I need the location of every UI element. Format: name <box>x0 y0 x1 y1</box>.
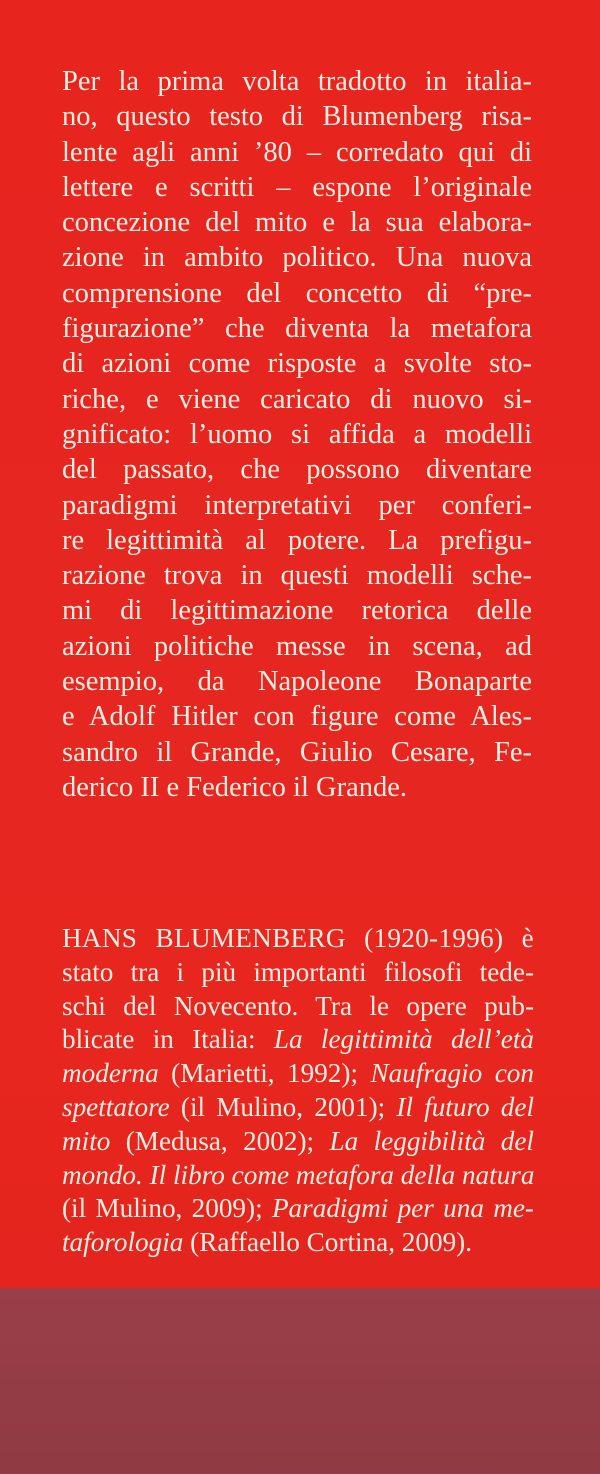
book-title: Il futuro del <box>396 1091 534 1122</box>
description-line: lente agli anni ’80 – corredato qui di <box>62 136 532 168</box>
book-title: Paradigmi per una me- <box>271 1193 534 1224</box>
bio-line <box>62 1023 534 1057</box>
bio-text: (Marietti, 1992); <box>158 1058 371 1089</box>
description-line: re legittimità al potere. La prefigu- <box>62 524 532 556</box>
bio-text: (il Mulino, 2001); <box>169 1091 397 1122</box>
description-line: e Adolf Hitler con figure come Ales- <box>62 701 532 733</box>
book-title: Naufragio con <box>370 1058 534 1089</box>
book-title: mito <box>62 1125 111 1156</box>
description-line: esempio, da Napoleone Bonaparte <box>62 666 532 698</box>
description-line: derico II e Federico il Grande. <box>62 771 408 803</box>
bio-line <box>62 1159 534 1193</box>
description-line: riche, e viene caricato di nuovo si- <box>62 383 532 415</box>
description-line: azioni politiche messe in scena, ad <box>62 630 532 662</box>
description-line: Per la prima volta tradotto in italia- <box>62 66 532 97</box>
bio-line: schi del Novecento. Tra le opere pub- <box>62 990 534 1021</box>
book-title: taforologia <box>62 1227 184 1258</box>
bio-line <box>62 922 534 956</box>
bio-line <box>62 1226 534 1260</box>
description-line: gnificato: l’uomo si affida a modelli <box>62 418 532 450</box>
description-line: sandro il Grande, Giulio Cesare, Fe- <box>62 736 532 768</box>
book-title: La leggibilità del <box>329 1125 534 1156</box>
bio-line <box>62 1192 534 1226</box>
description-line: figurazione” che diventa la metafora <box>62 313 532 345</box>
description-line: paradigmi interpretativi per conferi- <box>62 489 532 521</box>
bio-text: blicate in Italia: <box>62 1024 274 1055</box>
description-line: no, questo testo di Blumenberg risa- <box>62 101 532 133</box>
description-line: di azioni come risposte a svolte sto- <box>62 348 532 380</box>
book-title: mondo. Il libro come metafora della natura <box>62 1159 535 1190</box>
bio-line <box>62 1125 534 1159</box>
bio-text: (il Mulino, 2009); <box>62 1193 272 1224</box>
bottom-band <box>0 1288 600 1474</box>
bio-text: (Medusa, 2002); <box>110 1125 330 1156</box>
bio-line <box>62 1057 534 1091</box>
book-title: spettatore <box>62 1091 170 1122</box>
bio-text: (Raffaello Cortina, 2009). <box>183 1227 473 1258</box>
description-line: lettere e scritti – espone l’originale <box>62 171 532 203</box>
bio-line: stato tra i più importanti filosofi tede- <box>62 956 534 987</box>
description-line: del passato, che possono diventare <box>62 454 532 486</box>
description-line: comprensione del concetto di “pre- <box>62 277 532 309</box>
description-line: concezione del mito e la sua elabora- <box>62 207 532 239</box>
description-line: mi di legittimazione retorica delle <box>62 595 532 627</box>
book-title: La legittimità dell’età <box>273 1024 534 1055</box>
book-title: moderna <box>62 1058 159 1089</box>
author-bio <box>62 922 534 1260</box>
description-line: razione trova in questi modelli sche- <box>62 560 532 592</box>
bio-text: HANS BLUMENBERG (1920-1996) è <box>62 923 534 953</box>
bio-line <box>62 1091 534 1125</box>
description-line: zione in ambito politico. Una nuova <box>62 242 532 274</box>
book-description <box>62 64 532 805</box>
